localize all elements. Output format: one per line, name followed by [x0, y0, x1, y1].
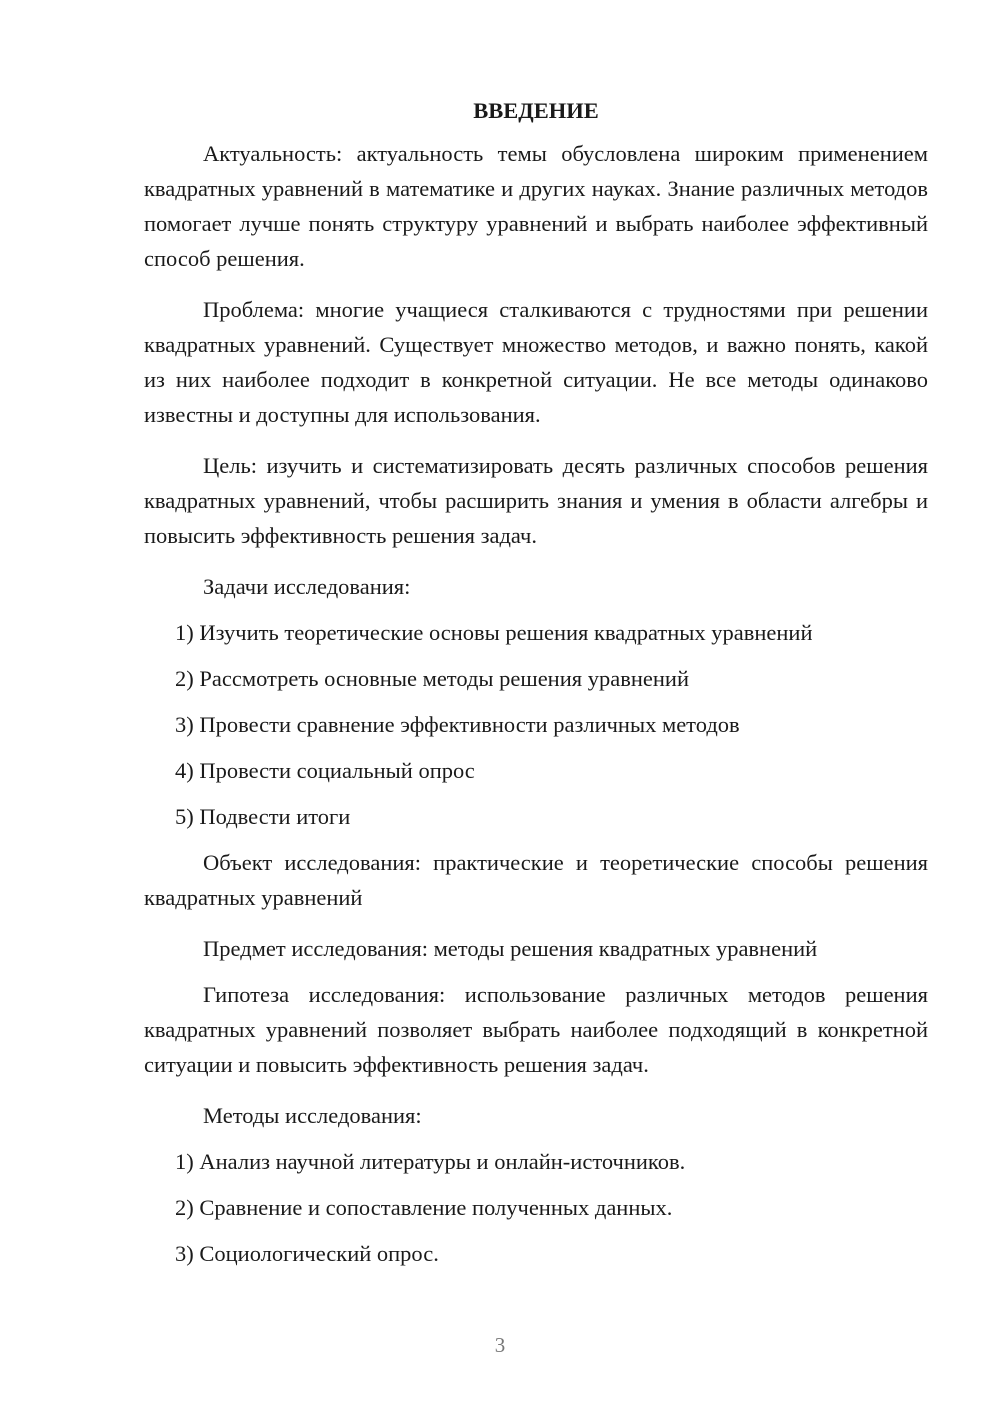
task-item: 1) Изучить теоретические основы решения квадратных уравнений — [175, 620, 813, 645]
method-item: 2) Сравнение и сопоставление полученных данных. — [175, 1195, 673, 1220]
goal-paragraph: Цель: изучить и систематизировать десять различных способов решения квадратных уравнений, чтобы расширить знания и умения в области алгебры и повысить эффективность решения задач. — [144, 453, 928, 548]
task-item: 2) Рассмотреть основные методы решения уравнений — [175, 666, 689, 691]
methods-heading: Методы исследования: — [203, 1103, 422, 1128]
subject-paragraph: Предмет исследования: методы решения квадратных уравнений — [203, 936, 818, 961]
task-item: 3) Провести сравнение эффективности различных методов — [175, 712, 740, 737]
object-paragraph: Объект исследования: практические и теоретические способы решения квадратных уравнений — [144, 850, 928, 910]
page-number: 3 — [494, 1333, 506, 1357]
method-item: 1) Анализ научной литературы и онлайн-источников. — [175, 1149, 686, 1174]
page-title: ВВЕДЕНИЕ — [473, 98, 599, 123]
relevance-paragraph: Актуальность: актуальность темы обусловлена широким применением квадратных уравнений в математике и других науках. Знание различных методов помогает лучше понять структуру уравнений и выбрать наиболее эффективный способ решения. — [144, 141, 928, 271]
problem-paragraph: Проблема: многие учащиеся сталкиваются с трудностями при решении квадратных уравнений. Существует множество методов, и важно понять, какой из них наиболее подходит в конкретной ситуации. Не все методы одинаково известны и доступны для использования. — [144, 297, 928, 427]
document-page — [144, 92, 928, 1282]
method-item: 3) Социологический опрос. — [175, 1241, 439, 1266]
task-item: 4) Провести социальный опрос — [175, 758, 475, 783]
task-item: 5) Подвести итоги — [175, 804, 351, 829]
hypothesis-paragraph: Гипотеза исследования: использование различных методов решения квадратных уравнений позволяет выбрать наиболее подходящий в конкретной ситуации и повысить эффективность решения задач. — [144, 982, 928, 1077]
tasks-heading: Задачи исследования: — [203, 574, 411, 599]
